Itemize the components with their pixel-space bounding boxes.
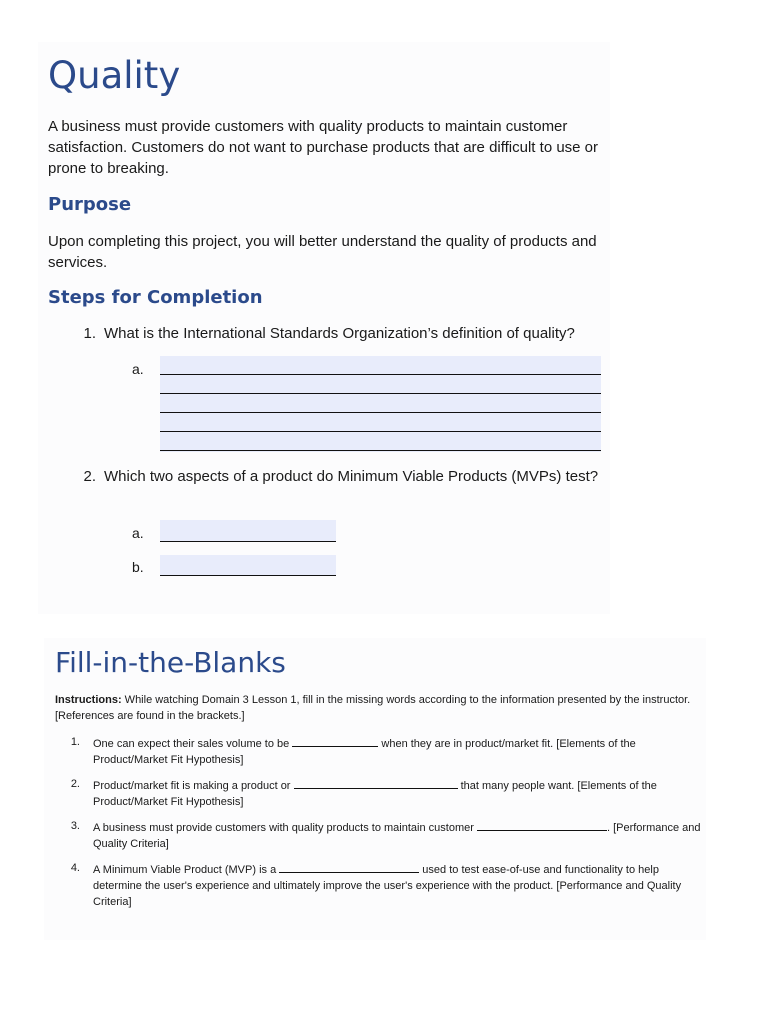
fill-item — [93, 860, 703, 910]
blank-field[interactable] — [279, 860, 419, 873]
answer-field-q2a[interactable] — [160, 520, 336, 542]
answer-line — [160, 431, 601, 432]
answer-label: b. — [132, 559, 144, 575]
item-text-before: A Minimum Viable Product (MVP) is a — [93, 864, 280, 876]
item-text-after: used to test ease-of-use and functionality to help determine the user's experience and ultimately improve the user's experience with the product. [Performance and Quality Criteria] — [93, 864, 682, 908]
question-text: What is the International Standards Organization’s definition of quality? — [104, 325, 575, 342]
question-text: Which two aspects of a product do Minimum Viable Products (MVPs) test? — [104, 468, 599, 485]
item-text-after: when they are in product/market fit. [Elements of the Product/Market Fit Hypothesis] — [93, 738, 636, 766]
item-number: 4. — [70, 862, 80, 874]
answer-line — [160, 393, 601, 394]
answer-line — [160, 450, 601, 451]
fill-in-blanks-title: Fill-in-the-Blanks — [55, 646, 286, 679]
fill-item — [93, 818, 703, 852]
blank-field[interactable] — [477, 818, 607, 831]
blank-field[interactable] — [292, 734, 378, 747]
intro-paragraph: A business must provide customers with quality products to maintain customer satisfaction. Customers do not want to purchase products that are difficult to use or prone to breaking. — [48, 118, 599, 177]
instructions-label: Instructions: — [55, 694, 122, 706]
answer-field-q1a[interactable] — [160, 356, 601, 452]
question-number: 2. — [83, 468, 96, 485]
page-title: Quality — [48, 54, 181, 97]
instructions-text: While watching Domain 3 Lesson 1, fill in the missing words according to the information presented by the instructor. [References are found in the brackets.] — [55, 694, 691, 722]
item-number: 1. — [70, 736, 80, 748]
answer-label: a. — [132, 525, 144, 541]
item-number: 3. — [70, 820, 80, 832]
blank-field[interactable] — [294, 776, 458, 789]
fill-item — [93, 734, 703, 768]
item-text-before: Product/market fit is making a product or — [93, 780, 294, 792]
item-text-before: A business must provide customers with quality products to maintain customer — [93, 822, 477, 834]
answer-field-q2b[interactable] — [160, 555, 336, 576]
question-number: 1. — [83, 325, 96, 342]
answer-label: a. — [132, 361, 144, 377]
instructions — [55, 692, 705, 724]
purpose-heading: Purpose — [48, 194, 132, 215]
item-text-before: One can expect their sales volume to be — [93, 738, 293, 750]
item-number: 2. — [70, 778, 80, 790]
fill-item — [93, 776, 703, 810]
answer-line — [160, 374, 601, 375]
steps-heading: Steps for Completion — [48, 287, 263, 308]
answer-line — [160, 412, 601, 413]
purpose-paragraph: Upon completing this project, you will better understand the quality of products and services. — [48, 233, 597, 271]
item-text-after: that many people want. [Elements of the Product/Market Fit Hypothesis] — [93, 780, 657, 808]
item-text-after: . [Performance and Quality Criteria] — [93, 822, 701, 850]
